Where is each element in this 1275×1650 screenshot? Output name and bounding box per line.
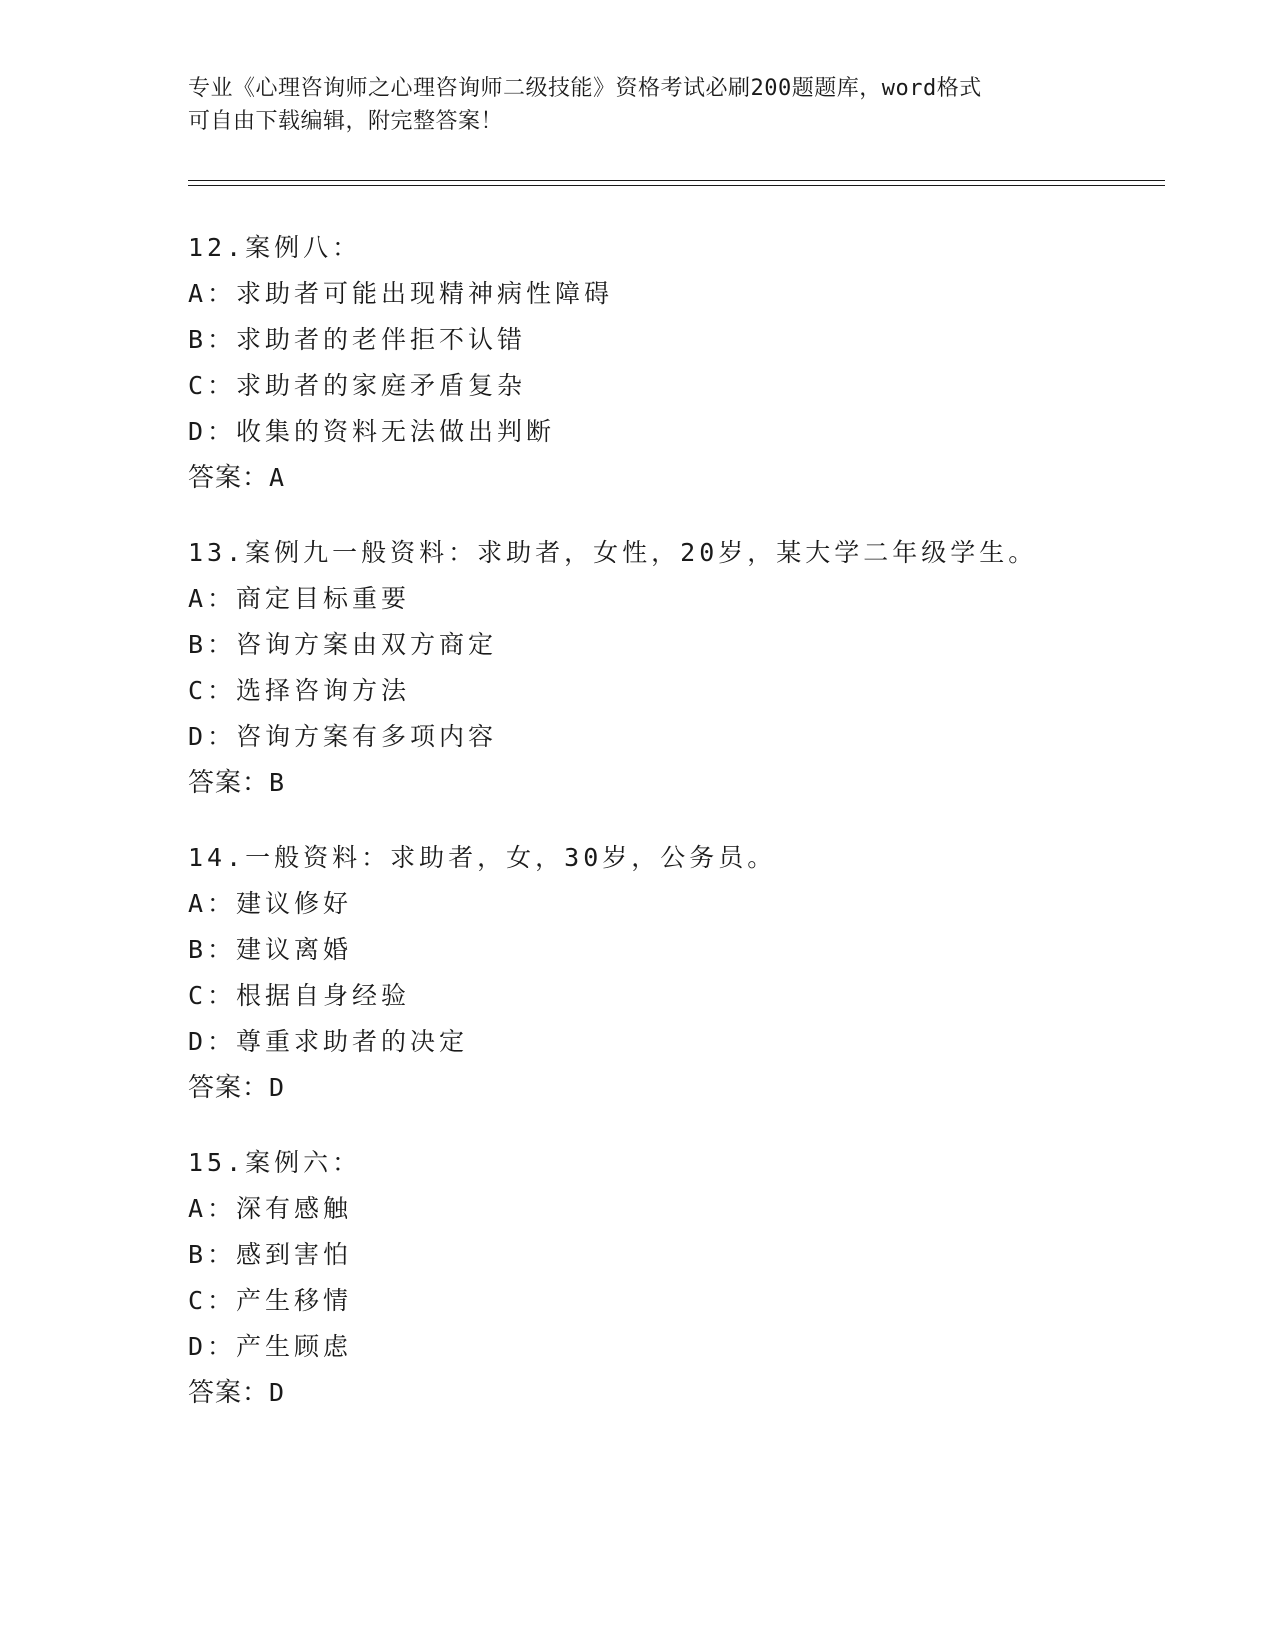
option-d: D：收集的资料无法做出判断 <box>188 417 556 446</box>
option-c: C：选择咨询方法 <box>188 676 411 705</box>
option-a: A：求助者可能出现精神病性障碍 <box>188 279 614 308</box>
header-divider-bottom <box>188 185 1165 186</box>
answer-line <box>188 1065 1168 1111</box>
option-b: B：建议离婚 <box>188 935 353 964</box>
option-b: B：感到害怕 <box>188 1240 353 1269</box>
question-13 <box>188 530 1168 806</box>
option-b: B：咨询方案由双方商定 <box>188 630 498 659</box>
answer-line <box>188 760 1168 806</box>
answer-label: 答案： <box>188 1378 270 1408</box>
answer-value: A <box>269 463 285 492</box>
option-c: C：求助者的家庭矛盾复杂 <box>188 371 527 400</box>
option-b: B：求助者的老伴拒不认错 <box>188 325 527 354</box>
document-header <box>188 72 1088 138</box>
answer-line <box>188 1370 1168 1416</box>
option-a: A：商定目标重要 <box>188 584 411 613</box>
question-stem: 13.案例九一般资料：求助者，女性，20岁，某大学二年级学生。 <box>188 538 1038 567</box>
answer-line <box>188 455 1168 501</box>
question-stem: 15.案例六： <box>188 1148 362 1177</box>
question-15 <box>188 1140 1168 1416</box>
option-d: D：咨询方案有多项内容 <box>188 722 498 751</box>
header-line-1: 专业《心理咨询师之心理咨询师二级技能》资格考试必刷200题题库，word格式 <box>188 76 982 101</box>
answer-label: 答案： <box>188 768 270 798</box>
option-c: C：产生移情 <box>188 1286 353 1315</box>
answer-label: 答案： <box>188 463 270 493</box>
option-a: A：深有感触 <box>188 1194 353 1223</box>
answer-value: D <box>269 1073 285 1102</box>
question-stem: 14.一般资料：求助者，女，30岁，公务员。 <box>188 843 777 872</box>
question-12 <box>188 225 1168 501</box>
option-d: D：产生顾虑 <box>188 1332 353 1361</box>
answer-value: D <box>269 1378 285 1407</box>
answer-label: 答案： <box>188 1073 270 1103</box>
header-line-2: 可自由下载编辑，附完整答案！ <box>188 109 504 134</box>
option-c: C：根据自身经验 <box>188 981 411 1010</box>
option-d: D：尊重求助者的决定 <box>188 1027 469 1056</box>
question-14 <box>188 835 1168 1111</box>
answer-value: B <box>269 768 285 797</box>
header-divider-top <box>188 180 1165 181</box>
question-stem: 12.案例八： <box>188 233 362 262</box>
option-a: A：建议修好 <box>188 889 353 918</box>
